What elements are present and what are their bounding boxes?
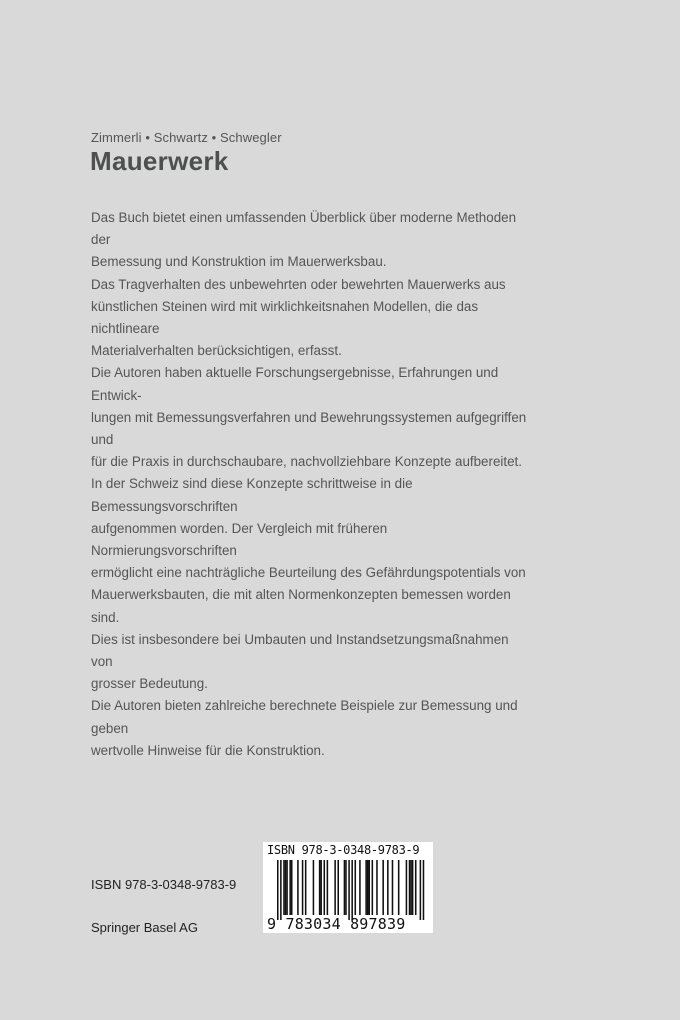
isbn-text: ISBN 978-3-0348-9783-9	[91, 877, 237, 892]
barcode-bar	[297, 860, 299, 915]
barcode-bar	[420, 860, 422, 920]
barcode-bar	[372, 860, 374, 915]
blurb-line: Die Autoren haben aktuelle Forschungsergebnisse, Erfahrungen und Entwick-	[91, 365, 499, 403]
barcode-bar	[365, 860, 367, 915]
barcode-bar	[423, 860, 425, 920]
barcode-bar	[289, 860, 291, 915]
barcode-bar	[324, 860, 326, 915]
blurb-line: lungen mit Bemessungsverfahren und Bewehrungssystemen aufgegriffen und	[91, 409, 527, 448]
blurb	[91, 207, 531, 762]
barcode-bar	[376, 860, 378, 915]
blurb-line: In der Schweiz sind diese Konzepte schrittweise in die Bemessungsvorschriften	[91, 476, 413, 514]
barcode-bar	[351, 860, 353, 920]
barcode-bar	[319, 860, 321, 915]
barcode-bar	[286, 860, 288, 915]
barcode-bar	[320, 860, 322, 915]
barcode-bar	[345, 860, 347, 915]
barcode-isbn-label: ISBN 978-3-0348-9783-9	[267, 843, 420, 857]
barcode-bar	[327, 860, 329, 915]
blurb-line: Das Buch bietet einen umfassenden Überblick über moderne Methoden der	[91, 210, 517, 248]
barcode-bar	[367, 860, 369, 915]
barcode-bar	[368, 860, 370, 915]
blurb-line: Materialverhalten berücksichtigen, erfasst.	[91, 343, 342, 359]
barcode-bar	[359, 860, 361, 915]
authors: Zimmerli • Schwartz • Schwegler	[91, 130, 282, 145]
barcode-bar	[283, 860, 285, 915]
barcode-bar	[355, 860, 357, 915]
barcode-bar	[291, 860, 293, 915]
barcode-bar	[334, 860, 336, 915]
barcode-bar	[410, 860, 412, 915]
barcode-bar	[406, 860, 408, 915]
blurb-line: aufgenommen worden. Der Vergleich mit früheren Normierungsvorschriften	[91, 520, 388, 559]
book-title: Mauerwerk	[90, 146, 229, 176]
barcode-bar	[302, 860, 304, 915]
blurb-line: Bemessung und Konstruktion im Mauerwerksbau.	[91, 254, 387, 270]
barcode-bar	[348, 860, 350, 920]
barcode-digits: 9 783034 897839	[267, 915, 406, 933]
blurb-line: Dies ist insbesondere bei Umbauten und Instandsetzungsmaßnahmen von	[91, 631, 509, 670]
barcode	[263, 842, 433, 933]
barcode-bar	[409, 860, 411, 915]
blurb-line: Mauerwerksbauten, die mit alten Normenkonzepten bemessen worden sind.	[91, 587, 511, 625]
publisher: Springer Basel AG	[91, 920, 198, 935]
barcode-bar	[387, 860, 389, 915]
blurb-line: künstlichen Steinen wird mit wirklichkeitsnahen Modellen, die das nichtlineare	[91, 298, 479, 337]
blurb-line: grosser Bedeutung.	[91, 676, 208, 692]
barcode-bar	[277, 860, 279, 920]
blurb-line: wertvolle Hinweise für die Konstruktion.	[91, 742, 325, 758]
blurb-line: ermöglicht eine nachträgliche Beurteilung des Gefährdungspotentials von	[91, 565, 526, 581]
barcode-bar	[337, 860, 339, 915]
barcode-bar	[344, 860, 346, 915]
blurb-line: Das Tragverhalten des unbewehrten oder bewehrten Mauerwerks aus	[91, 276, 506, 292]
barcode-bar	[412, 860, 414, 915]
barcode-bar	[280, 860, 282, 920]
barcode-bar	[313, 860, 315, 915]
blurb-line: Die Autoren bieten zahlreiche berechnete Beispiele zur Bemessung und geben	[91, 698, 518, 736]
barcode-bar	[392, 860, 394, 915]
barcode-bar	[398, 860, 400, 915]
barcode-bar	[415, 860, 417, 915]
barcode-bar	[305, 860, 307, 915]
barcode-bar	[382, 860, 384, 915]
barcode-bar	[285, 860, 287, 915]
blurb-line: für die Praxis in durchschaubare, nachvollziehbare Konzepte aufbereitet.	[91, 454, 522, 470]
